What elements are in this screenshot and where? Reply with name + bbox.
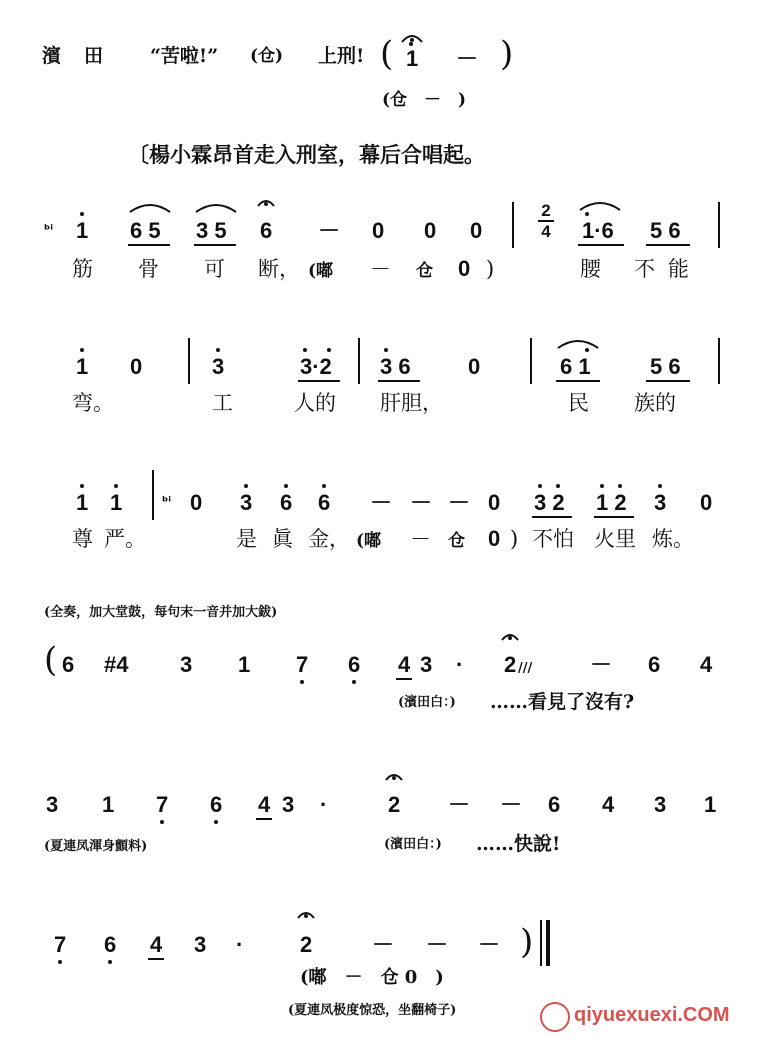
note: 1	[76, 354, 89, 379]
fermata-icon	[256, 196, 276, 208]
low-dot	[108, 960, 112, 964]
header-note: 1	[406, 46, 419, 71]
fermata-icon	[384, 770, 404, 782]
lyric: 骨	[138, 257, 159, 281]
lyric: 腰	[580, 257, 601, 281]
dash: －	[426, 932, 449, 957]
low-dot	[214, 820, 218, 824]
stage-direction: 〔楊小霖昂首走入刑室，幕后合唱起。	[128, 142, 485, 167]
note: 1	[704, 792, 717, 817]
dialog-line: ……看見了沒有?	[490, 691, 635, 713]
rest: 0	[488, 490, 501, 515]
note: 4	[258, 792, 271, 817]
slur-icon	[194, 200, 238, 214]
note: 6 1	[560, 354, 591, 379]
close-paren: )	[520, 922, 534, 962]
underline	[646, 380, 690, 382]
barline	[512, 202, 514, 248]
open-paren: (	[44, 640, 58, 680]
lyric: 肝胆，	[380, 391, 443, 415]
dash: －	[370, 490, 393, 515]
note: 4	[700, 652, 713, 677]
barline	[718, 338, 720, 384]
high-dot	[303, 348, 307, 352]
note: 6	[280, 490, 293, 515]
high-dot	[618, 484, 622, 488]
dialog-speaker: (濱田白：)	[384, 837, 442, 852]
watermark: qiyuexuexi.COM	[574, 1004, 730, 1026]
note: 6	[104, 932, 117, 957]
rest: 0	[190, 490, 203, 515]
dialog-line: ……快說!	[476, 833, 561, 855]
underline	[532, 516, 572, 518]
lyric: 可	[204, 257, 225, 281]
header-gong: (仓)	[250, 46, 284, 66]
dot-mark: ·	[236, 932, 244, 957]
sanban-mark: ᵇⁱ	[162, 495, 172, 510]
lyric: 族的	[634, 391, 676, 415]
high-dot	[658, 484, 662, 488]
underline	[396, 678, 412, 680]
underline	[378, 380, 420, 382]
lyric: －	[370, 257, 391, 281]
dash: －	[318, 218, 341, 243]
note: 7	[54, 932, 67, 957]
high-dot	[80, 212, 84, 216]
lyric: 是	[236, 527, 257, 551]
high-dot	[244, 484, 248, 488]
note: 1	[102, 792, 115, 817]
dash: －	[410, 490, 433, 515]
high-dot	[322, 484, 326, 488]
rest: 0	[424, 218, 437, 243]
action-note: (夏連凤极度惊恐，坐翻椅子)	[288, 1003, 457, 1018]
dot-mark: ·	[320, 792, 328, 817]
slur-icon	[556, 336, 600, 350]
underline	[148, 958, 164, 960]
note: 4	[150, 932, 163, 957]
note: 6	[548, 792, 561, 817]
note: 1	[76, 490, 89, 515]
header-line2: 上刑!	[318, 45, 365, 67]
lyric: 严。	[104, 527, 146, 551]
note: 6	[260, 218, 273, 243]
low-dot	[58, 960, 62, 964]
note: 3	[180, 652, 193, 677]
time-signature: 2 4	[538, 202, 554, 240]
dash: －	[500, 792, 523, 817]
note: 7	[156, 792, 169, 817]
lyric: 0	[458, 256, 471, 281]
high-dot	[585, 348, 589, 352]
high-dot	[114, 484, 118, 488]
low-dot	[300, 680, 304, 684]
barline	[718, 202, 720, 248]
lyric: 金，	[308, 527, 350, 551]
dash: －	[478, 932, 501, 957]
high-dot	[327, 348, 331, 352]
note: 5 6	[650, 354, 681, 379]
low-dot	[160, 820, 164, 824]
gong-line: (嘟 － 仓 0 )	[300, 967, 444, 988]
note: 2	[388, 792, 401, 817]
header-gong2: (仓 － )	[382, 90, 467, 110]
underline	[128, 244, 170, 246]
note: 3	[654, 490, 667, 515]
underline	[646, 244, 690, 246]
note: 2	[504, 652, 517, 677]
note: 1·6	[582, 218, 614, 243]
header-close-paren: )	[500, 34, 514, 74]
note: 3·2	[300, 354, 332, 379]
rest: 0	[470, 218, 483, 243]
high-dot	[80, 348, 84, 352]
dot-mark: ·	[456, 652, 464, 677]
note: #4	[104, 652, 129, 677]
action-note: (夏連凤渾身顫料)	[44, 839, 148, 854]
lyric: 民	[568, 391, 589, 415]
underline	[594, 516, 634, 518]
note: 1	[238, 652, 251, 677]
rest: 0	[130, 354, 143, 379]
note: 1	[76, 218, 89, 243]
dash: －	[448, 490, 471, 515]
header-dash: －	[456, 46, 479, 71]
lyric: )	[510, 527, 519, 551]
note: 6	[348, 652, 361, 677]
lyric: 0	[488, 526, 501, 551]
high-dot	[538, 484, 542, 488]
note: 3	[654, 792, 667, 817]
note: 2	[300, 932, 313, 957]
underline	[194, 244, 236, 246]
note: 3 5	[196, 218, 227, 243]
underline	[578, 244, 624, 246]
note: 1	[110, 490, 123, 515]
note: 6 5	[130, 218, 161, 243]
note: 3	[420, 652, 433, 677]
barline	[540, 920, 542, 966]
dash: －	[448, 792, 471, 817]
note: 6	[210, 792, 223, 817]
instruction-text: (全奏，加大堂鼓，每句末一音并加大鈸)	[44, 605, 278, 620]
header-line: “苦啦!”	[150, 45, 219, 67]
high-dot	[556, 484, 560, 488]
high-dot	[80, 484, 84, 488]
note: 3 6	[380, 354, 411, 379]
lyric: 火里	[594, 527, 636, 551]
lyric: 筋	[72, 257, 93, 281]
underline	[256, 818, 272, 820]
lyric: (嘟	[308, 261, 334, 281]
note: 3 2	[534, 490, 565, 515]
lyric: 不怕	[532, 527, 574, 551]
fermata-icon	[296, 908, 316, 920]
high-dot	[600, 484, 604, 488]
barline	[152, 470, 154, 520]
lyric: 不	[634, 257, 655, 281]
note: 7	[296, 652, 309, 677]
high-dot	[585, 212, 589, 216]
sanban-mark: ᵇⁱ	[44, 223, 54, 238]
slur-icon	[578, 198, 622, 212]
slur-icon	[128, 200, 172, 214]
note: 1 2	[596, 490, 627, 515]
note: 3	[282, 792, 295, 817]
dash: －	[372, 932, 395, 957]
note: 6	[648, 652, 661, 677]
header-speaker: 濱 田	[42, 45, 106, 67]
high-dot	[284, 484, 288, 488]
barline	[530, 338, 532, 384]
lyric: 眞	[272, 527, 293, 551]
lyric: 仓	[416, 261, 433, 281]
dash: －	[590, 652, 613, 677]
note: 5 6	[650, 218, 681, 243]
final-barline	[546, 920, 550, 966]
lyric: 炼。	[652, 527, 694, 551]
lyric: )	[486, 257, 495, 281]
high-dot	[409, 42, 413, 46]
underline	[556, 380, 600, 382]
fermata-icon	[500, 630, 520, 642]
note: 3	[194, 932, 207, 957]
underline	[298, 380, 340, 382]
note: 3	[240, 490, 253, 515]
high-dot	[384, 348, 388, 352]
lyric: 尊	[72, 527, 93, 551]
dialog-speaker: (濱田白：)	[398, 695, 456, 710]
lyric: 断，	[258, 257, 300, 281]
header-open-paren: (	[380, 34, 394, 74]
lyric: 工	[212, 391, 233, 415]
lyric: 仓	[448, 531, 465, 551]
lyric: 人的	[294, 391, 336, 415]
tremolo-mark: ///	[518, 661, 533, 676]
high-dot	[216, 348, 220, 352]
rest: 0	[700, 490, 713, 515]
rest: 0	[468, 354, 481, 379]
note: 4	[602, 792, 615, 817]
lyric: 能	[668, 257, 689, 281]
lyric: (嘟	[356, 531, 382, 551]
note: 4	[398, 652, 411, 677]
rest: 0	[372, 218, 385, 243]
lyric: －	[410, 527, 431, 551]
note: 3	[46, 792, 59, 817]
note: 6	[62, 652, 75, 677]
note: 6	[318, 490, 331, 515]
low-dot	[352, 680, 356, 684]
barline	[188, 338, 190, 384]
lyric: 弯。	[72, 391, 114, 415]
logo-icon	[540, 1002, 570, 1032]
barline	[358, 338, 360, 384]
note: 3	[212, 354, 225, 379]
